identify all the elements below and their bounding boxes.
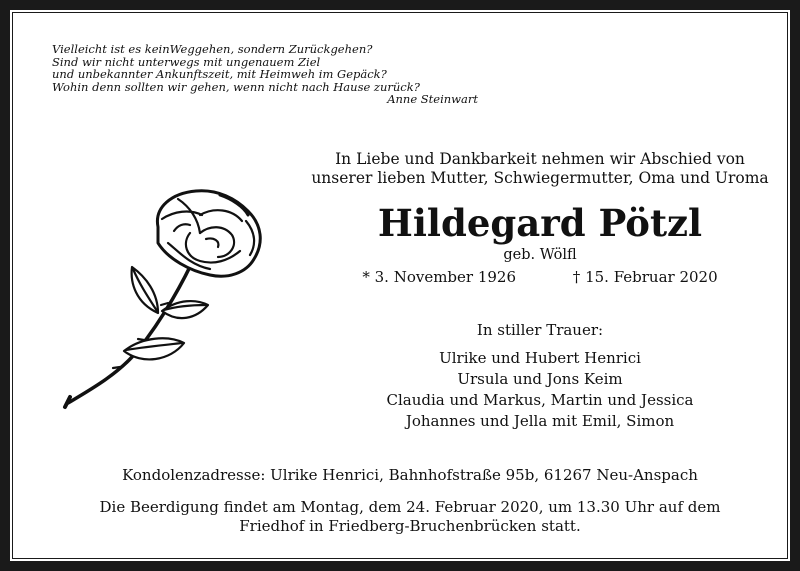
poem-author: Anne Steinwart: [387, 92, 478, 107]
funeral-info: [30, 498, 790, 535]
poem-line: Sind wir nicht unterwegs mit ungenauem Ziel: [52, 54, 321, 69]
funeral-line: Friedhof in Friedberg-Bruchenbrücken statt.: [239, 516, 581, 535]
poem-line: Wohin denn sollten wir gehen, wenn nicht nach Hause zurück?: [52, 79, 420, 94]
mourner-entry: Ulrike und Hubert Henrici: [439, 349, 641, 367]
mourner-entry: Ursula und Jons Keim: [457, 370, 623, 388]
mourning-heading: In stiller Trauer:: [476, 321, 604, 339]
intro-line: unserer lieben Mutter, Schwiegermutter, Oma und Uroma: [311, 169, 769, 187]
poem-line: und unbekannter Ankunftszeit, mit Heimweh im Gepäck?: [52, 67, 387, 82]
mourners-list: [270, 348, 800, 432]
poem: [52, 43, 502, 106]
rose-icon: [50, 185, 280, 415]
death-date: † 15. Februar 2020: [572, 268, 718, 286]
intro-line: In Liebe und Dankbarkeit nehmen wir Abschied von: [335, 150, 745, 168]
birth-date: * 3. November 1926: [362, 268, 517, 286]
maiden-name: geb. Wölfl: [503, 247, 577, 263]
mourner-entry: Johannes und Jella mit Emil, Simon: [405, 412, 675, 430]
farewell-intro: [270, 150, 800, 188]
mourner-entry: Claudia und Markus, Martin und Jessica: [386, 391, 694, 409]
life-dates: [270, 267, 800, 287]
deceased-name: Hildegard Pötzl: [377, 201, 703, 245]
condolence-address: Kondolenzadresse: Ulrike Henrici, Bahnhofstraße 95b, 61267 Neu-Anspach: [122, 466, 698, 484]
funeral-line: Die Beerdigung findet am Montag, dem 24. Februar 2020, um 13.30 Uhr auf dem: [99, 498, 721, 516]
poem-line: Vielleicht ist es keinWeggehen, sondern Zurückgehen?: [52, 42, 373, 56]
